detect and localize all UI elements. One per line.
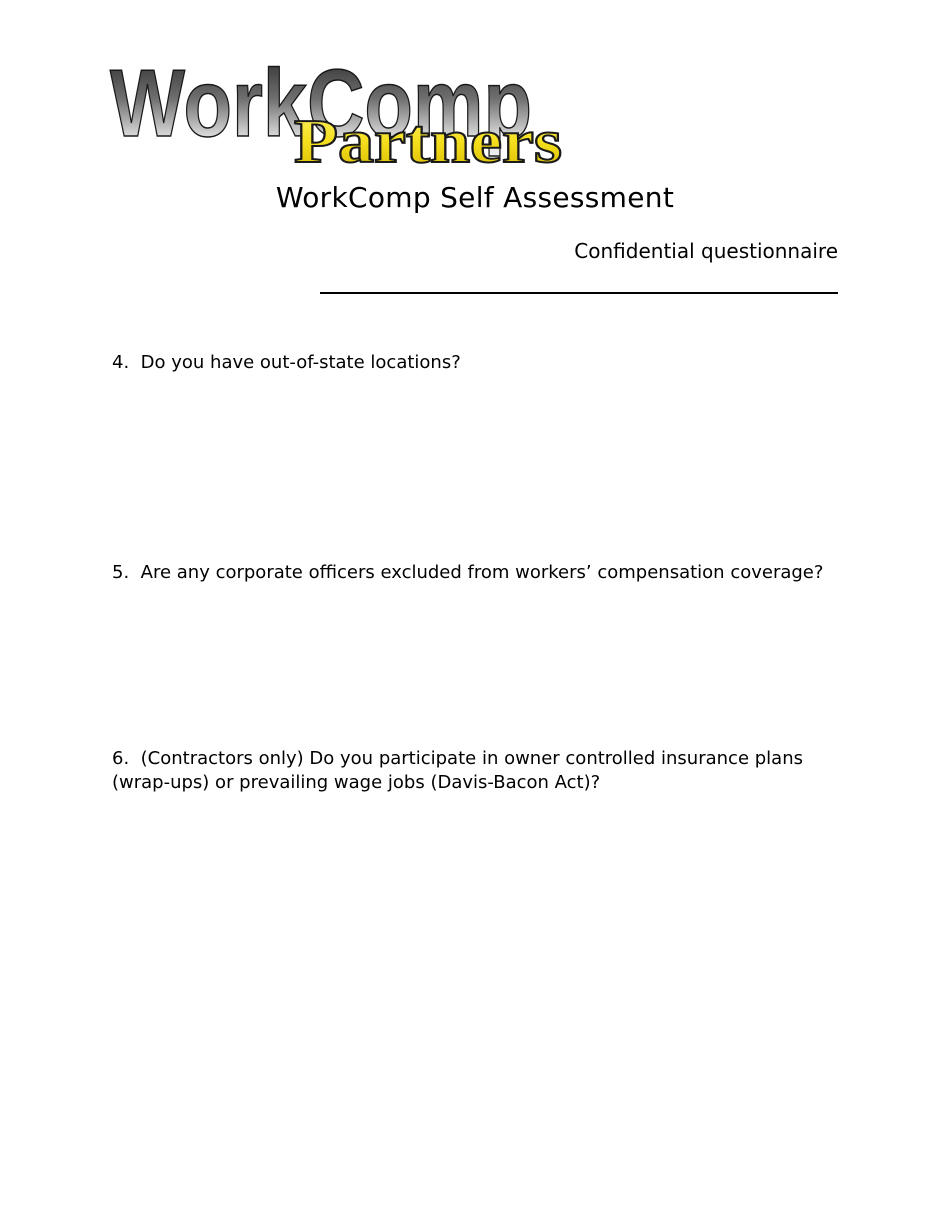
question-number: 4. xyxy=(112,352,130,373)
workcomp-partners-logo xyxy=(108,52,568,170)
page-title: WorkComp Self Assessment xyxy=(275,181,675,214)
question-text: Are any corporate officers excluded from workers’ compensation coverage? xyxy=(140,562,824,583)
question-5 xyxy=(112,561,832,585)
question-text: Do you have out-of-state locations? xyxy=(140,352,461,373)
question-number: 5. xyxy=(112,562,130,583)
question-4 xyxy=(112,351,832,375)
logo-graphic xyxy=(108,52,568,170)
question-number: 6. xyxy=(112,748,130,769)
page-subtitle: Confidential questionnaire xyxy=(574,239,838,263)
logo-word-partners: Partners xyxy=(294,108,562,170)
question-6 xyxy=(112,747,832,795)
question-text: (Contractors only) Do you participate in owner controlled insurance plans (wrap-ups) or prevailing wage jobs (Davis-Bacon Act)? xyxy=(112,748,803,793)
logo-word-workcomp: WorkComp xyxy=(110,52,532,157)
signature-line xyxy=(320,292,838,294)
